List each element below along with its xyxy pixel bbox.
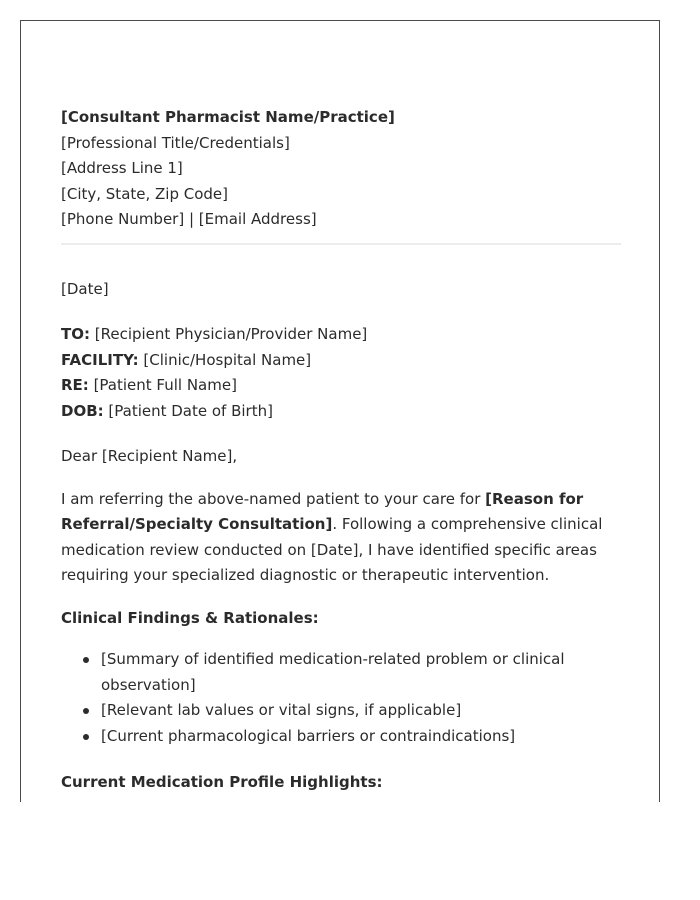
facility-label: FACILITY: [61,350,139,369]
intro-paragraph [61,487,621,589]
dob-label: DOB: [61,401,104,420]
recipient-re [61,373,621,399]
bullet-icon [83,708,89,714]
list-item-text: [Relevant lab values or vital signs, if applicable] [101,701,462,719]
sender-address: [Address Line 1] [61,159,183,177]
recipient-dob [61,399,621,425]
dob-value: [Patient Date of Birth] [103,401,273,420]
list-item [101,698,621,724]
recipient-to [61,322,621,348]
facility-value: [Clinic/Hospital Name] [138,350,312,369]
re-label: RE: [61,376,89,394]
list-item [101,724,621,750]
bullet-icon [83,657,89,663]
sender-contact: [Phone Number] | [Email Address] [61,210,317,228]
list-item-text: [Current pharmacological barriers or contraindications] [101,726,516,745]
list-item [101,647,621,698]
sender-name: [Consultant Pharmacist Name/Practice] [61,108,395,126]
sender-title: [Professional Title/Credentials] [61,133,290,152]
clinical-findings-heading: Clinical Findings & Rationales: [61,608,319,627]
recipient-block [61,322,621,424]
medication-profile-heading: Current Medication Profile Highlights: [61,773,383,791]
recipient-facility [61,348,621,374]
re-value: [Patient Full Name] [88,376,237,394]
clinical-findings-list [61,647,621,749]
intro-part1: I am referring the above-named patient to your care for [61,489,486,508]
letter-content [61,105,621,796]
header-divider [61,243,621,245]
intro-reason: [Reason for Referral/Specialty Consultation] [61,489,584,533]
to-label: TO: [61,325,90,343]
intro-part2: . Following a comprehensive clinical medication review conducted on [Date], I have identified specific areas requiring your specialized diagnostic or therapeutic intervention. [61,515,603,584]
sender-block [61,105,621,233]
sender-city: [City, State, Zip Code] [61,184,229,203]
letter-date: [Date] [61,279,109,298]
greeting: Dear [Recipient Name], [61,447,238,465]
to-value: [Recipient Physician/Provider Name] [89,325,368,343]
bullet-icon [83,734,89,740]
letter-page [20,20,660,802]
list-item-text: [Summary of identified medication-related problem or clinical observation] [101,650,565,694]
